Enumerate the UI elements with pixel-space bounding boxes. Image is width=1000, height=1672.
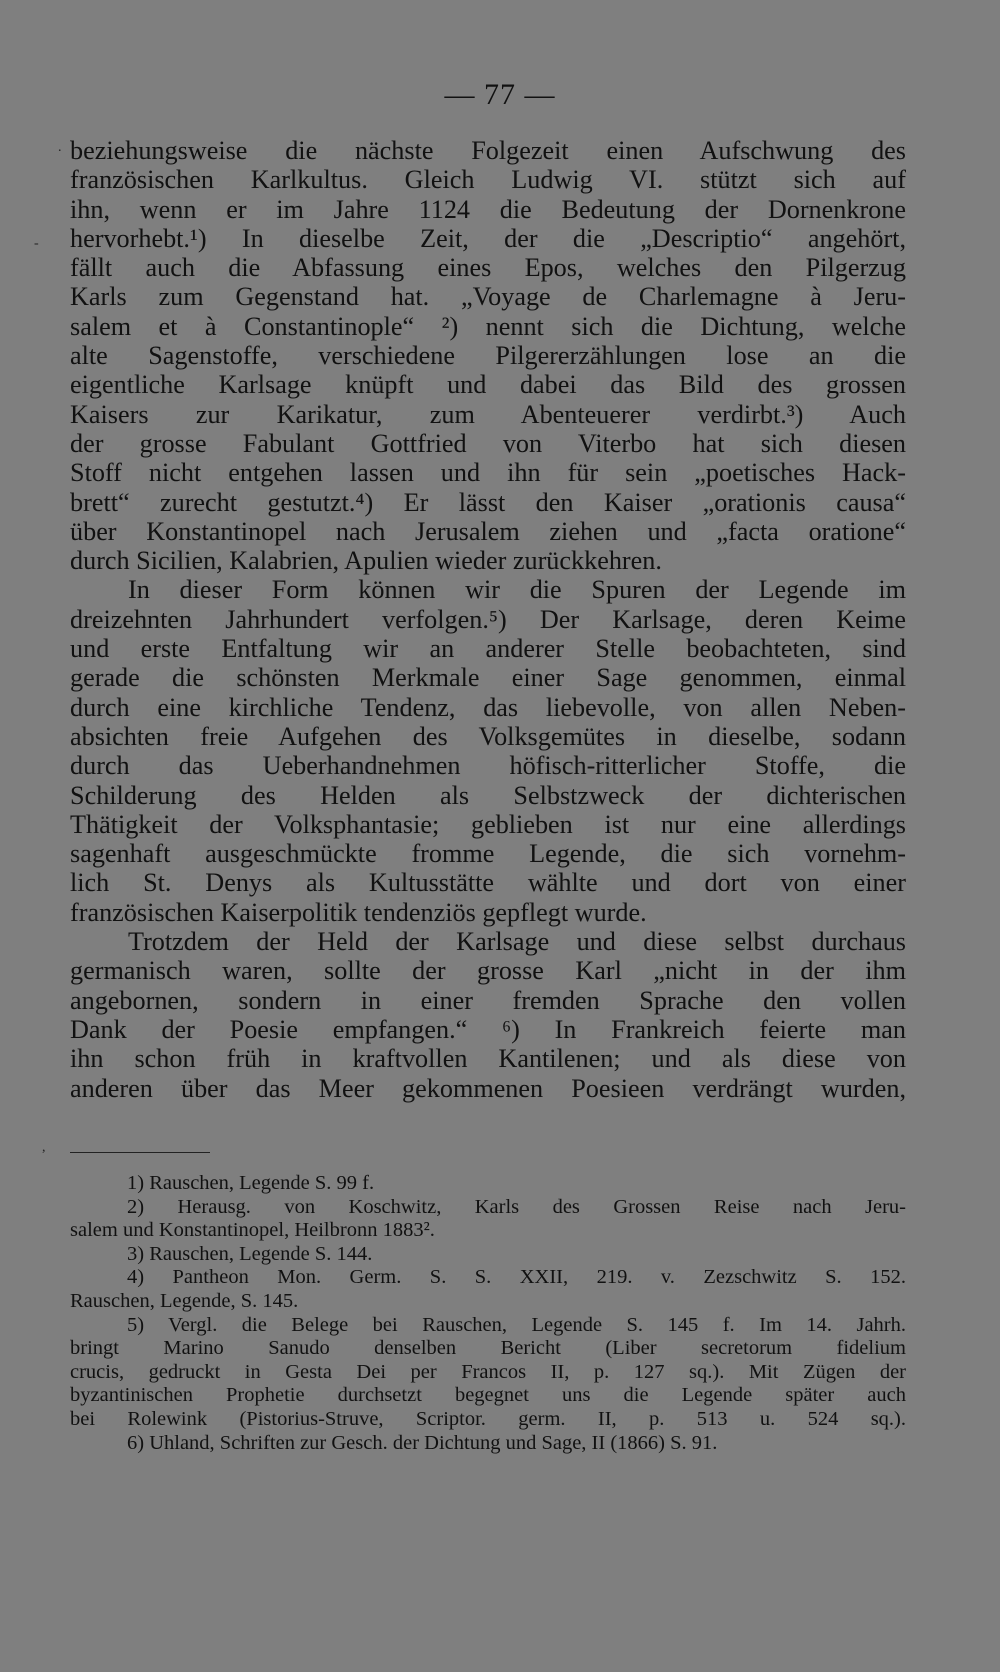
footnote-line: 6) Uhland, Schriften zur Gesch. der Dichtung und Sage, II (1866) S. 91. xyxy=(127,1431,718,1454)
text-line: Trotzdem der Held der Karlsage und diese selbst durchaus xyxy=(128,927,906,957)
text-line: über Konstantinopel nach Jerusalem ziehen und „facta oratione“ xyxy=(70,516,906,546)
text-line: brett“ zurecht gestutzt.⁴) Er lässt den Kaiser „orationis causa“ xyxy=(70,487,906,517)
text-line: ihn schon früh in kraftvollen Kantilenen; und als diese von xyxy=(70,1044,906,1074)
text-line: dreizehnten Jahrhundert verfolgen.⁵) Der Karlsage, deren Keime xyxy=(70,604,906,634)
text-line: durch das Ueberhandnehmen höfisch-ritterlicher Stoffe, die xyxy=(70,751,906,781)
text-line: durch eine kirchliche Tendenz, das liebevolle, von allen Neben- xyxy=(70,692,906,722)
text-line: gerade die schönsten Merkmale einer Sage genommen, einmal xyxy=(70,663,906,693)
footnote-line: 2) Herausg. von Koschwitz, Karls des Grossen Reise nach Jeru- xyxy=(127,1195,906,1218)
text-line: In dieser Form können wir die Spuren der Legende im xyxy=(128,575,906,605)
body-text xyxy=(70,136,906,1103)
footnote-line: 4) Pantheon Mon. Germ. S. S. XXII, 219. v. Zezschwitz S. 152. xyxy=(127,1266,906,1289)
footnote-line: salem und Konstantinopel, Heilbronn 1883². xyxy=(70,1219,435,1242)
footnote-line: 5) Vergl. die Belege bei Rauschen, Legende S. 145 f. Im 14. Jahrh. xyxy=(127,1313,906,1336)
text-line: hervorhebt.¹) In dieselbe Zeit, der die „Descriptio“ angehört, xyxy=(70,223,906,253)
text-line: salem et à Constantinople“ ²) nennt sich die Dichtung, welche xyxy=(70,311,906,341)
text-line: Stoff nicht entgehen lassen und ihn für sein „poetisches Hack- xyxy=(70,458,906,488)
footnote-line: bringt Marino Sanudo denselben Bericht (Liber secretorum fidelium xyxy=(70,1337,906,1360)
text-line: fällt auch die Abfassung eines Epos, welches den Pilgerzug xyxy=(70,253,906,283)
text-line: alte Sagenstoffe, verschiedene Pilgererzählungen lose an die xyxy=(70,341,906,371)
footnote-line: 3) Rauschen, Legende S. 144. xyxy=(127,1242,373,1265)
text-line: lich St. Denys als Kultusstätte wählte und dort von einer xyxy=(70,868,906,898)
text-line: Thätigkeit der Volksphantasie; geblieben ist nur eine allerdings xyxy=(70,809,906,839)
text-line: Dank der Poesie empfangen.“ ⁶) In Frankreich feierte man xyxy=(70,1014,906,1044)
footnote-line: Rauschen, Legende, S. 145. xyxy=(70,1289,299,1312)
text-line: Kaisers zur Karikatur, zum Abenteuerer verdirbt.³) Auch xyxy=(70,399,906,429)
text-line: eigentliche Karlsage knüpft und dabei das Bild des grossen xyxy=(70,370,906,400)
text-line: absichten freie Aufgehen des Volksgemütes in dieselbe, sodann xyxy=(70,721,906,751)
text-line: ihn, wenn er im Jahre 1124 die Bedeutung der Dornenkrone xyxy=(70,194,906,224)
text-line: sagenhaft ausgeschmückte fromme Legende, die sich vornehm- xyxy=(70,839,906,869)
text-line: französischen Kaiserpolitik tendenziös gepflegt wurde. xyxy=(70,897,647,927)
text-line: und erste Entfaltung wir an anderer Stelle beobachteten, sind xyxy=(70,634,906,664)
text-line: Karls zum Gegenstand hat. „Voyage de Charlemagne à Jeru- xyxy=(70,282,906,312)
page-number: — 77 — xyxy=(444,78,556,111)
footnote-separator xyxy=(70,1152,210,1153)
print-speck: , xyxy=(42,1140,46,1155)
footnote-line: bei Rolewink (Pistorius-Struve, Scriptor. germ. II, p. 513 u. 524 sq.). xyxy=(70,1407,906,1430)
footnotes xyxy=(70,1172,906,1455)
text-line: beziehungsweise die nächste Folgezeit einen Aufschwung des xyxy=(70,136,906,165)
footnote-line: 1) Rauschen, Legende S. 99 f. xyxy=(127,1172,375,1194)
footnote-line: byzantinischen Prophetie durchsetzt begegnet uns die Legende später auch xyxy=(70,1384,906,1407)
print-speck: . xyxy=(58,140,62,155)
text-line: germanisch waren, sollte der grosse Karl „nicht in der ihm xyxy=(70,956,906,986)
text-line: französischen Karlkultus. Gleich Ludwig VI. stützt sich auf xyxy=(70,165,906,195)
text-line: durch Sicilien, Kalabrien, Apulien wieder zurückkehren. xyxy=(70,546,662,576)
text-line: der grosse Fabulant Gottfried von Viterbo hat sich diesen xyxy=(70,428,906,458)
text-line: angebornen, sondern in einer fremden Sprache den vollen xyxy=(70,985,906,1015)
text-line: anderen über das Meer gekommenen Poesieen verdrängt wurden, xyxy=(70,1073,906,1103)
print-speck: - xyxy=(34,236,39,251)
footnote-line: crucis, gedruckt in Gesta Dei per Francos II, p. 127 sq.). Mit Zügen der xyxy=(70,1360,906,1383)
text-line: Schilderung des Helden als Selbstzweck der dichterischen xyxy=(70,780,906,810)
